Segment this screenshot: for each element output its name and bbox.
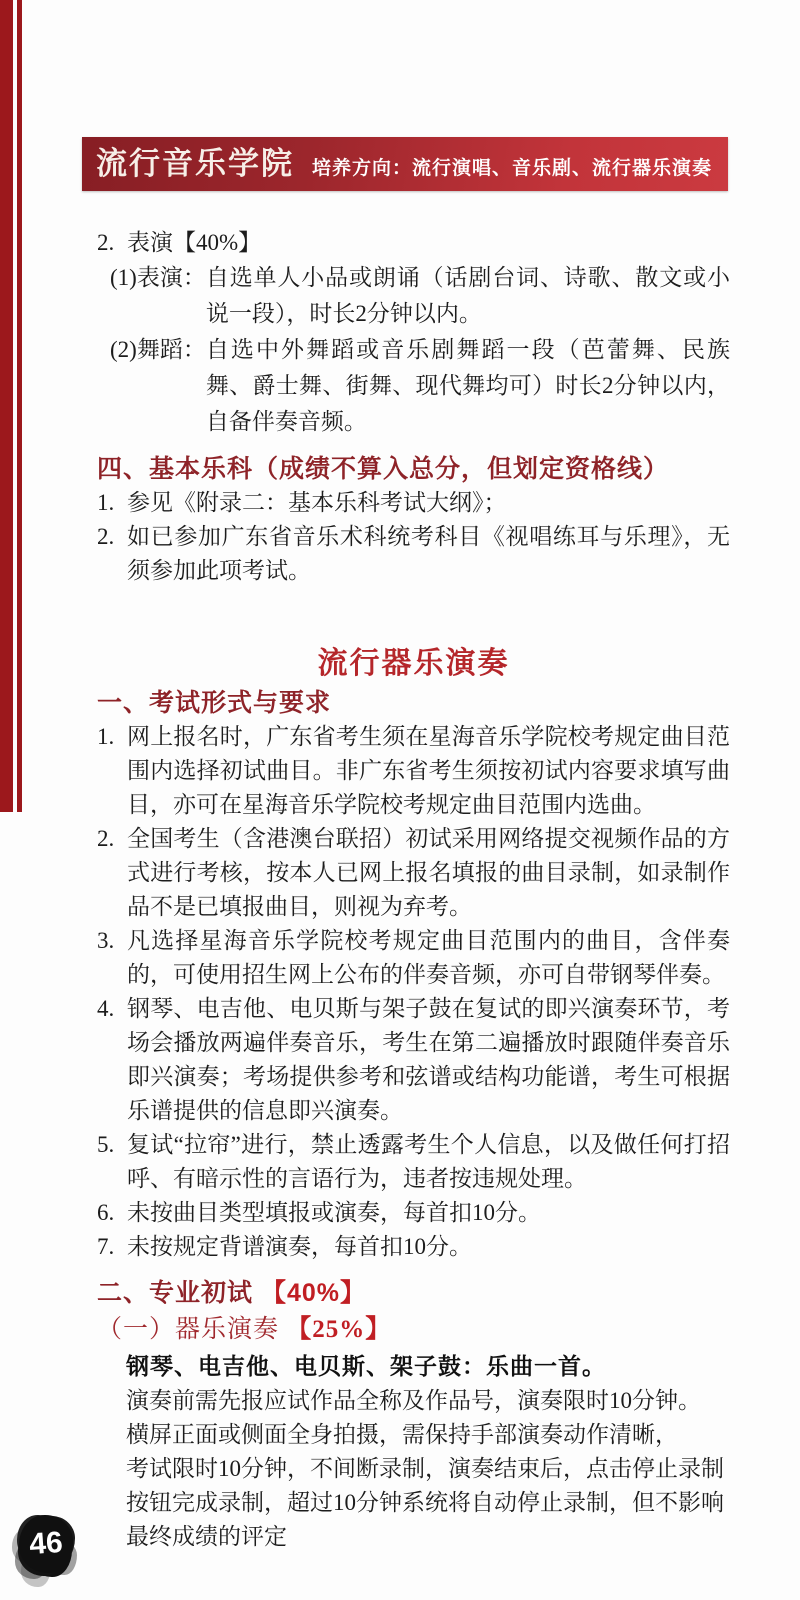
- sub-item-text: 自选单人小品或朗诵（话剧台词、诗歌、散文或小说一段），时长2分钟以内。: [205, 265, 730, 326]
- sub-item-text: 自选中外舞蹈或音乐剧舞蹈一段（芭蕾舞、民族舞、爵士舞、街舞、现代舞均可）时长2分钟以内，自备伴奏音频。: [205, 337, 730, 434]
- performance-sub-item: [110, 332, 730, 440]
- basic-music-list: [97, 486, 730, 588]
- item-number: 2.: [97, 230, 115, 255]
- item-text: 钢琴、电吉他、电贝斯与架子鼓在复试的即兴演奏环节，考场会播放两遍伴奏音乐，考生在第二遍播放时跟随伴奏音乐即兴演奏；考场提供参考和弦谱或结构功能谱，考生可根据乐谱提供的信息即兴演奏。: [127, 996, 730, 1123]
- list-item: [97, 822, 730, 924]
- basic-music-heading: 四、基本乐科（成绩不算入总分，但划定资格线）: [97, 455, 670, 483]
- item-text: 未按规定背谱演奏，每首扣10分。: [127, 1234, 472, 1259]
- list-item: [97, 1230, 730, 1264]
- department-title: 流行音乐学院: [96, 146, 294, 181]
- performance-sub-item: [110, 260, 730, 332]
- left-accent-bar-outer: [0, 0, 13, 812]
- sub-item-label: (1)表演：: [110, 265, 206, 290]
- department-banner: [82, 137, 728, 191]
- item-number: 1.: [97, 490, 115, 515]
- item-text: 凡选择星海音乐学院校考规定曲目范围内的曲目，含伴奏的，可使用招生网上公布的伴奏音频，亦可自带钢琴伴奏。: [127, 928, 730, 987]
- department-subtitle: 培养方向：流行演唱、音乐剧、流行器乐演奏: [312, 158, 713, 179]
- performance-heading-row: [97, 226, 730, 260]
- item-text: 全国考生（含港澳台联招）初试采用网络提交视频作品的方式进行考核，按本人已网上报名填报的曲目录制，如录制作品不是已填报曲目，则视为弃考。: [127, 826, 730, 919]
- item-text: 未按曲目类型填报或演奏，每首扣10分。: [127, 1200, 541, 1225]
- preliminary-heading-percent: 【40%】: [260, 1279, 366, 1307]
- list-item: [97, 924, 730, 992]
- item-number: 4.: [97, 996, 115, 1021]
- detail-line: 考试限时10分钟，不间断录制，演奏结束后，点击停止录制: [126, 1456, 724, 1481]
- left-accent-bar-inner: [17, 0, 22, 812]
- page-number: 46: [28, 1525, 64, 1562]
- item-number: 7.: [97, 1234, 115, 1259]
- exam-form-list: [97, 720, 730, 1264]
- item-number: 5.: [97, 1132, 115, 1157]
- page-content: [97, 226, 730, 1554]
- list-item: [97, 720, 730, 822]
- preliminary-heading: 二、专业初试: [97, 1279, 261, 1307]
- list-item: [97, 1196, 730, 1230]
- instrument-sub-heading-percent: 【25%】: [286, 1316, 392, 1343]
- preliminary-heading-row: [97, 1274, 730, 1312]
- sub-item-label: (2)舞蹈：: [110, 337, 206, 362]
- item-number: 2.: [97, 524, 115, 549]
- item-text: 如已参加广东省音乐术科统考科目《视唱练耳与乐理》，无须参加此项考试。: [127, 524, 730, 583]
- instrument-requirement: 钢琴、电吉他、电贝斯、架子鼓：乐曲一首。: [126, 1353, 606, 1379]
- exam-form-heading: 一、考试形式与要求: [97, 689, 332, 717]
- chapter-title: 流行器乐演奏: [317, 647, 510, 680]
- item-text: 参见《附录二：基本乐科考试大纲》；: [127, 490, 507, 515]
- item-text: 复试“拉帘”进行，禁止透露考生个人信息，以及做任何打招呼、有暗示性的言语行为，违者按违规处理。: [127, 1132, 730, 1191]
- item-number: 2.: [97, 826, 115, 851]
- detail-line: 最终成绩的评定: [126, 1524, 287, 1549]
- list-item: [97, 1128, 730, 1196]
- performance-heading: 表演【40%】: [127, 230, 262, 255]
- list-item: [97, 520, 730, 588]
- list-item: [97, 992, 730, 1128]
- detail-line: 横屏正面或侧面全身拍摄，需保持手部演奏动作清晰，: [126, 1422, 678, 1447]
- instrument-sub-heading-row: [97, 1312, 730, 1348]
- item-number: 6.: [97, 1200, 115, 1225]
- page-number-badge: [15, 1512, 77, 1576]
- item-text: 网上报名时，广东省考生须在星海音乐学院校考规定曲目范围内选择初试曲目。非广东省考生须按初试内容要求填写曲目，亦可在星海音乐学院校考规定曲目范围内选曲。: [127, 724, 730, 817]
- list-item: [97, 486, 730, 520]
- item-number: 3.: [97, 928, 115, 953]
- item-number: 1.: [97, 724, 115, 749]
- instrument-sub-heading: （一）器乐演奏: [97, 1316, 280, 1343]
- detail-line: 按钮完成录制，超过10分钟系统将自动停止录制，但不影响: [126, 1490, 724, 1515]
- detail-line: 演奏前需先报应试作品全称及作品号，演奏限时10分钟。: [126, 1388, 701, 1413]
